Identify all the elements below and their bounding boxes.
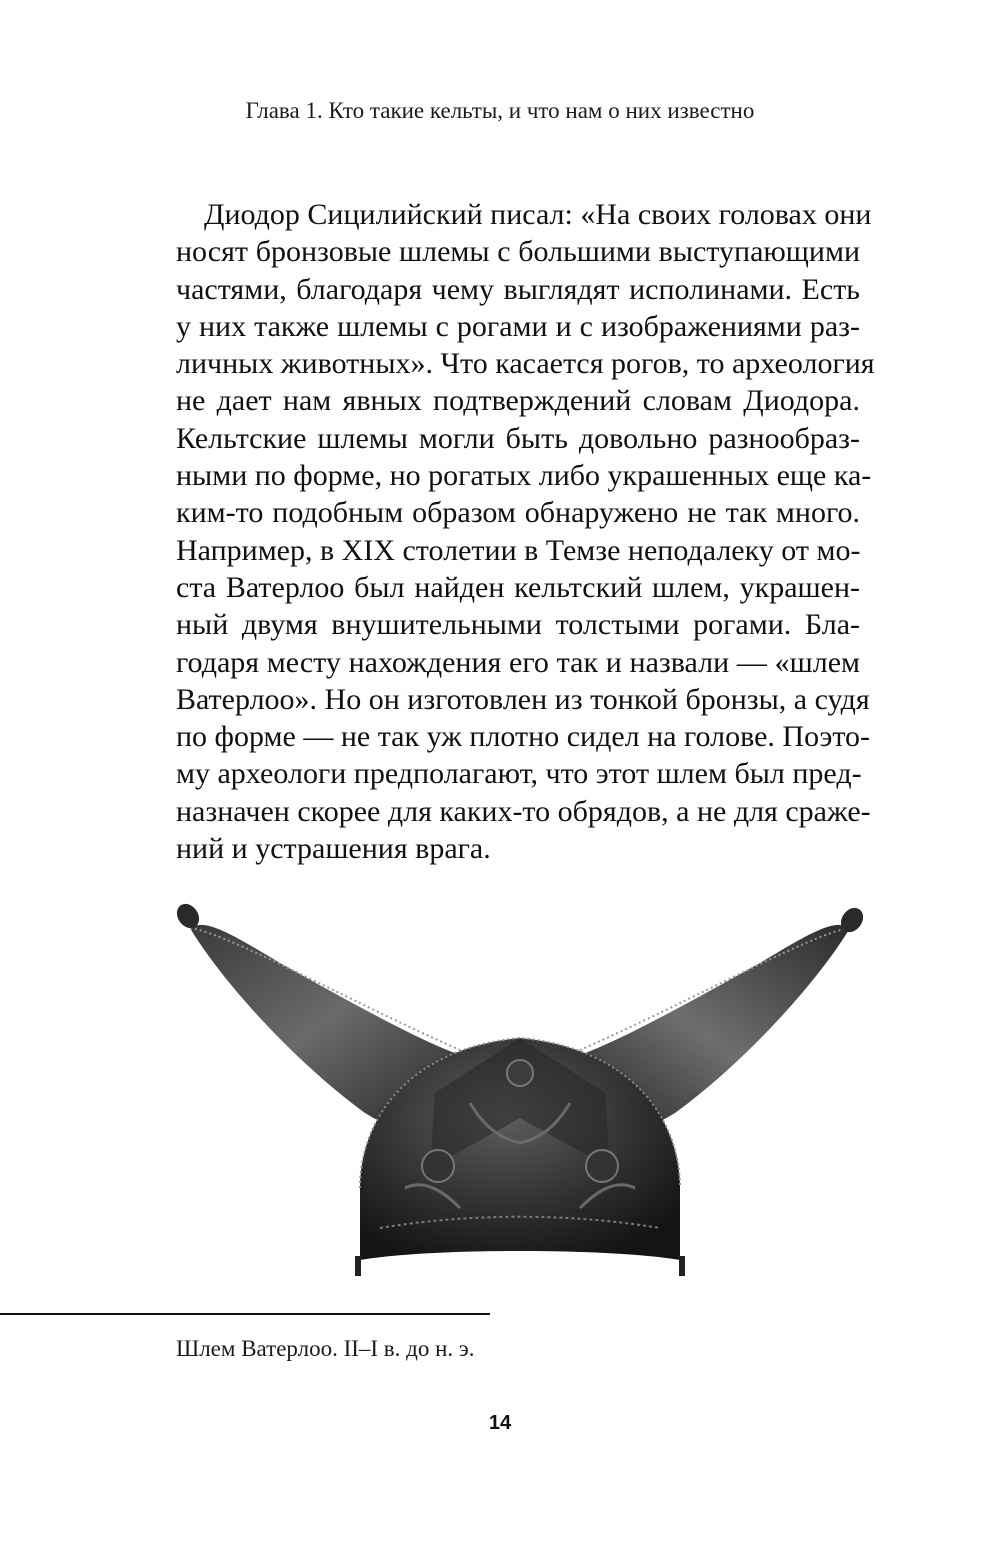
footnote-rule bbox=[0, 1313, 490, 1315]
text-line: Ватерлоо». Но он изготовлен из тонкой бронзы, а судя bbox=[176, 682, 870, 716]
text-line: ный двумя внушительными толстыми рогами. Бла- bbox=[176, 608, 860, 642]
text-line: му археологи предполагают, что этот шлем был пред- bbox=[176, 757, 862, 791]
text-line: Например, в XIX столетии в Темзе неподалеку от мо- bbox=[176, 533, 861, 567]
text-line: у них также шлемы с рогами и с изображениями раз- bbox=[176, 309, 860, 343]
helmet-illustration bbox=[170, 888, 870, 1288]
page-number: 14 bbox=[488, 1412, 512, 1434]
text-line: годаря месту нахождения его так и назвали — «шлем bbox=[176, 645, 860, 679]
text-line: Кельтские шлемы могли быть довольно разнообраз- bbox=[176, 421, 860, 455]
horned-helmet-icon bbox=[170, 888, 870, 1288]
body-paragraph bbox=[176, 196, 875, 867]
text-line: ста Ватерлоо был найден кельтский шлем, украшен- bbox=[176, 570, 860, 604]
text-line: не дает нам явных подтверждений словам Диодора. bbox=[176, 384, 860, 418]
text-line: носят бронзовые шлемы с большими выступающими bbox=[176, 235, 860, 269]
text-line: по форме — не так уж плотно сидел на голове. Поэто- bbox=[176, 720, 871, 754]
text-line: ными по форме, но рогатых либо украшенных еще ка- bbox=[176, 459, 872, 493]
running-head: Глава 1. Кто такие кельты, и что нам о них известно bbox=[245, 98, 755, 123]
text-line: ким-то подобным образом обнаружено не так много. bbox=[176, 496, 860, 530]
text-line: назначен скорее для каких-то обрядов, а не для сраже- bbox=[176, 794, 871, 828]
text-line: ний и устрашения врага. bbox=[176, 832, 491, 866]
figure-caption: Шлем Ватерлоо. II–I в. до н. э. bbox=[176, 1336, 475, 1361]
text-line: Диодор Сицилийский писал: «На своих головах они bbox=[204, 198, 872, 231]
text-line: частями, благодаря чему выглядят исполинами. Есть bbox=[176, 272, 860, 306]
text-line: личных животных». Что касается рогов, то археология bbox=[176, 347, 875, 381]
